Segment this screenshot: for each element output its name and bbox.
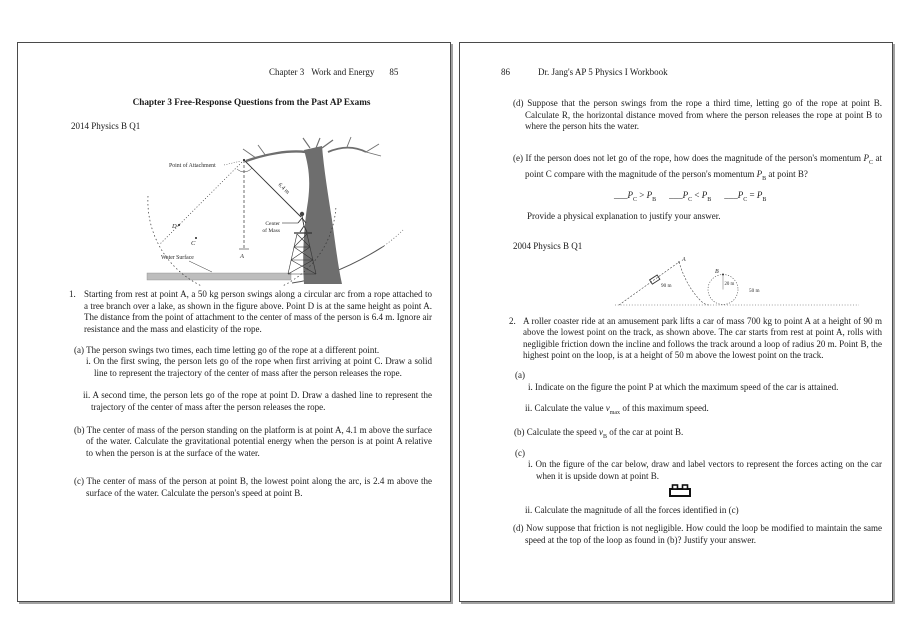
point-b-dot bbox=[722, 273, 724, 275]
attachment-leader bbox=[224, 161, 241, 165]
book-title: Dr. Jang's AP 5 Physics I Workbook bbox=[538, 67, 668, 77]
right-running-header bbox=[501, 67, 668, 77]
water-surface-leader bbox=[189, 261, 212, 272]
header-chapter-title: Work and Energy bbox=[311, 67, 375, 77]
q1-part-c: (c) The center of mass of the person at point B, the lowest point along the arc, is 2.4 m above the surface of the water. Calculate the person's speed at point B. bbox=[74, 476, 432, 498]
question-2-number: 2. bbox=[509, 315, 516, 326]
section-heading: Chapter 3 Free-Response Questions from the Past AP Exams bbox=[132, 97, 371, 107]
momentum-option-greater: $\_\_\_P_C > P_B$ bbox=[614, 189, 657, 203]
momentum-option-equal: $\_\_\_P_C = P_B$ bbox=[724, 189, 767, 203]
center-of-mass-label-1: Center bbox=[265, 221, 280, 228]
page-right bbox=[459, 42, 893, 602]
q2-part-a-label: (a) bbox=[515, 369, 525, 380]
question-1-stem: Starting from rest at point A, a 50 kg person swings along a circular arc from a rope attached to a tree branch over a lake, as shown in the figure above. Point D is at the same height as point A. The distance from the point of attachment to the center of mass of the person is 6.4 m. Ignore air resistance and the mass and elasticity of the rope. bbox=[84, 289, 432, 334]
point-c-dot bbox=[195, 237, 197, 239]
angle-arc-left bbox=[237, 169, 244, 172]
figure2-20m-label: 20 m bbox=[724, 281, 735, 287]
rope-line bbox=[244, 160, 301, 217]
rope-swing-figure bbox=[96, 136, 436, 286]
hill-descent bbox=[679, 262, 709, 305]
page-number-85: 85 bbox=[389, 67, 399, 77]
momentum-comparison-options bbox=[614, 189, 882, 206]
q2-part-c-i: i. On the figure of the car below, draw and label vectors to represent the forces acting on the car when it is upside down at point B. bbox=[528, 459, 882, 482]
center-of-mass-label-2: of Mass bbox=[262, 228, 280, 235]
q2-part-c-ii: ii. Calculate the magnitude of all the forces identified in (c) bbox=[525, 504, 739, 515]
exam-label-2004: 2004 Physics B Q1 bbox=[513, 240, 583, 251]
point-a-label: A bbox=[240, 253, 244, 261]
q2-part-c-label: (c) bbox=[515, 447, 525, 458]
figure2-point-a-label: A bbox=[682, 256, 686, 263]
tree-illustration bbox=[243, 137, 381, 284]
figure2-50m-label: 50 m bbox=[749, 287, 760, 294]
hill-apex-dot bbox=[678, 261, 680, 263]
upside-down-car-icon bbox=[668, 483, 692, 498]
header-chapter: Chapter 3 bbox=[269, 67, 305, 77]
roller-coaster-figure bbox=[613, 253, 863, 313]
question-1 bbox=[71, 289, 432, 335]
q1-part-a-i: i. On the first swing, the person lets go of the rope when first arriving at point C. Draw a solid line to represent the trajectory of the center of mass after the person releases the rope. bbox=[86, 356, 432, 378]
left-running-header bbox=[269, 67, 398, 77]
q1-part-b: (b) The center of mass of the person standing on the platform is at point A, 4.1 m above the surface of the water. Calculate the gravitational potential energy when the person is at point A relative to when the person is at the surface of the water. bbox=[74, 424, 432, 458]
q2-part-a-i: i. Indicate on the figure the point P at which the maximum speed of the car is attained. bbox=[528, 381, 839, 392]
q2-part-d: (d) Now suppose that friction is not negligible. How could the loop be modified to maintain the same speed at the top of the loop as found in (b)? Justify your answer. bbox=[513, 523, 882, 545]
point-d-label: D bbox=[172, 223, 177, 231]
figure2-90m-label: 90 m bbox=[661, 282, 672, 289]
question-2 bbox=[509, 315, 882, 362]
point-c-label: C bbox=[191, 240, 196, 248]
water-surface-label: Water Surface bbox=[161, 255, 194, 262]
angle-arc-right bbox=[244, 168, 252, 172]
q1-part-e: (e) If the person does not let go of the rope, how does the magnitude of the person's momentum $P_C$ at point C compare with the magnitude of the person's momentum $P_B$ at point B? bbox=[513, 152, 882, 182]
exam-label-2014: 2014 Physics B Q1 bbox=[71, 120, 141, 131]
q1-part-e-note: Provide a physical explanation to justify your answer. bbox=[527, 211, 721, 222]
page-left bbox=[17, 42, 451, 602]
q2-part-b: (b) Calculate the speed $v_B$ of the car at point B. bbox=[514, 426, 684, 440]
page-number-86: 86 bbox=[501, 67, 510, 77]
question-1-number: 1. bbox=[69, 289, 76, 300]
momentum-option-less: $\_\_\_P_C < P_B$ bbox=[669, 189, 712, 203]
q1-part-a-ii: ii. A second time, the person lets go of the rope at point D. Draw a dashed line to represent the trajectory of the center of mass after the person releases the rope. bbox=[83, 390, 432, 412]
attachment-label: Point of Attachment bbox=[169, 163, 216, 170]
q2-part-a-ii: ii. Calculate the value $v_{max}$ of this maximum speed. bbox=[525, 403, 709, 416]
water-bar bbox=[147, 273, 291, 280]
shore-line-dotted bbox=[384, 230, 403, 246]
rope-length-label: 6.4 m bbox=[276, 182, 291, 196]
figure2-point-b-label: B bbox=[715, 268, 719, 275]
question-2-stem: A roller coaster ride at an amusement park lifts a car of mass 700 kg to point A at a height of 90 m above the lowest point on the track, as shown above. The car starts from rest at point A, rolls with negligible friction down the incline and follows the track around a loop of radius 20 m. Point B, the highest point on the loop, is at a height of 50 m above the lowest point on the track. bbox=[523, 315, 882, 361]
rope-position-d-line bbox=[160, 160, 244, 244]
q1-part-a: (a) The person swings two times, each time letting go of the rope at a different point. bbox=[74, 344, 380, 355]
q1-part-d: (d) Suppose that the person swings from the rope a third time, letting go of the rope at point B. Calculate R, the horizontal distance moved from where the person releases the rope at point B to where the person hits the water. bbox=[513, 98, 882, 132]
point-d-dot bbox=[178, 224, 180, 226]
